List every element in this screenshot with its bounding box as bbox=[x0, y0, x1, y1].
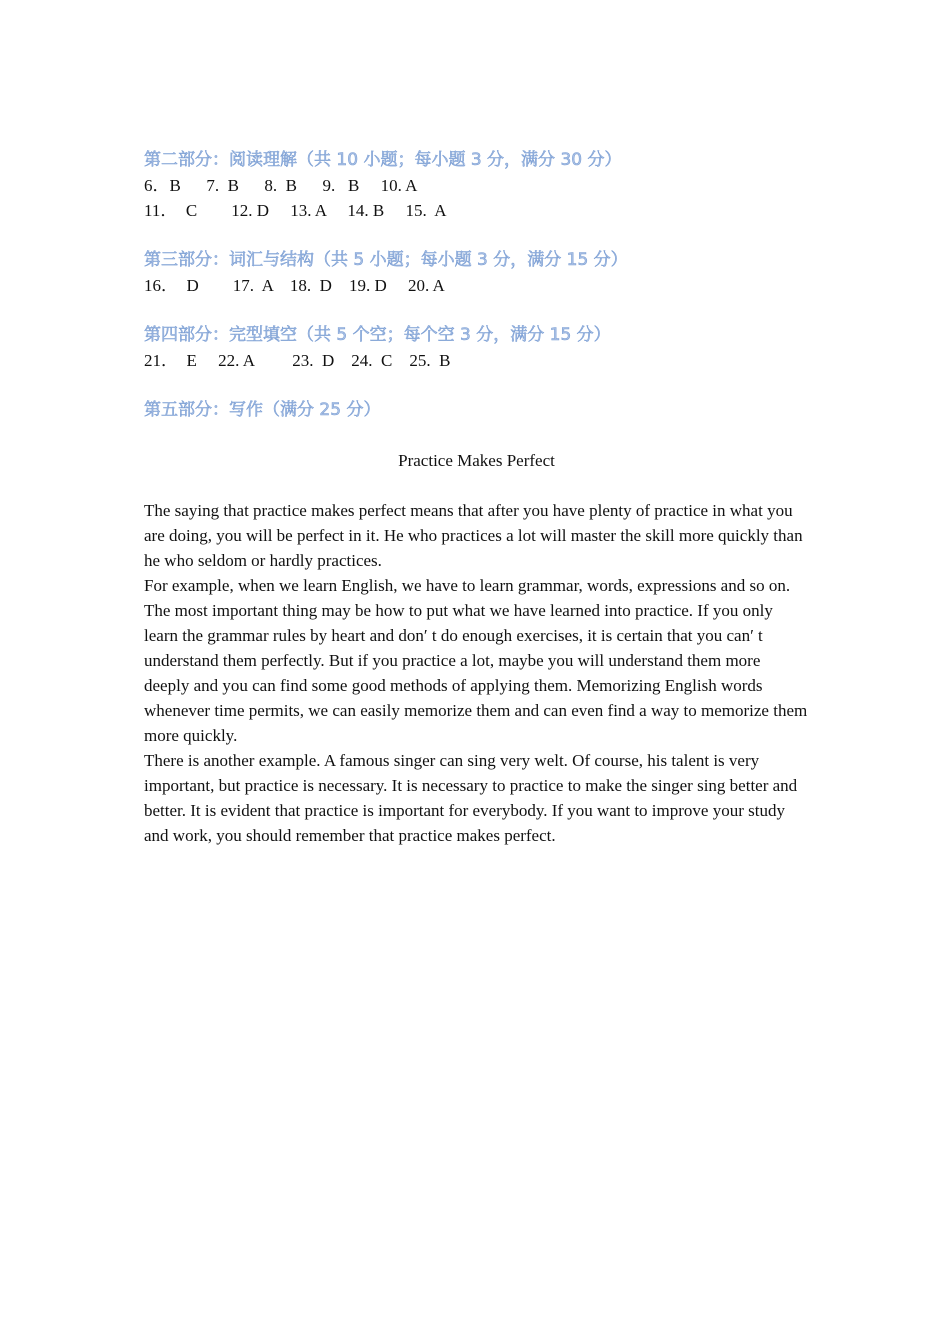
answer-row-cloze: 21． E 22. A 23. D 24. C 25. B bbox=[144, 351, 451, 370]
essay-paragraph: There is another example. A famous singer can sing very welt. Of course, his talent is very important, but practice is necessary. It is necessary to practice to make the singer sing better and better. It is evident that practice is important for everybody. If you want to improve your study and work, you should remember that practice makes perfect. bbox=[144, 751, 798, 845]
answer-key-page bbox=[144, 148, 809, 848]
spacer bbox=[144, 223, 809, 248]
section-heading-cloze: 第四部分：完型填空（共 5 个空；每个空 3 分，满分 15 分） bbox=[144, 325, 611, 345]
spacer bbox=[144, 373, 809, 398]
section-heading-writing: 第五部分：写作（满分 25 分） bbox=[144, 400, 381, 420]
answer-row-reading-1: 6．B 7. B 8. B 9. B 10. A bbox=[144, 176, 418, 195]
essay-paragraph: The saying that practice makes perfect means that after you have plenty of practice in what you are doing, you will be perfect in it. He who practices a lot will master the skill more quickly than he who seldom or hardly practices. bbox=[144, 501, 803, 570]
spacer bbox=[144, 473, 809, 498]
section-heading-vocabulary: 第三部分：词汇与结构（共 5 小题；每小题 3 分，满分 15 分） bbox=[144, 250, 628, 270]
section-heading-reading: 第二部分：阅读理解（共 10 小题；每小题 3 分，满分 30 分） bbox=[144, 150, 622, 170]
essay-title: Practice Makes Perfect bbox=[398, 451, 555, 470]
spacer bbox=[144, 423, 809, 448]
answer-row-reading-2: 11． C 12. D 13. A 14. B 15. A bbox=[144, 201, 447, 220]
essay-paragraph: For example, when we learn English, we have to learn grammar, words, expressions and so on. The most important thing may be how to put what we have learned into practice. If you only learn the grammar rules by heart and don′ t do enough exercises, it is certain that you can′ t understand them perfectly. But if you practice a lot, maybe you will understand them more deeply and you can find some good methods of applying them. Memorizing English words whenever time permits, we can easily memorize them and can even find a way to memorize them more quickly. bbox=[144, 576, 808, 745]
spacer bbox=[144, 298, 809, 323]
answer-row-vocabulary: 16． D 17. A 18. D 19. D 20. A bbox=[144, 276, 445, 295]
essay-body bbox=[144, 498, 809, 848]
